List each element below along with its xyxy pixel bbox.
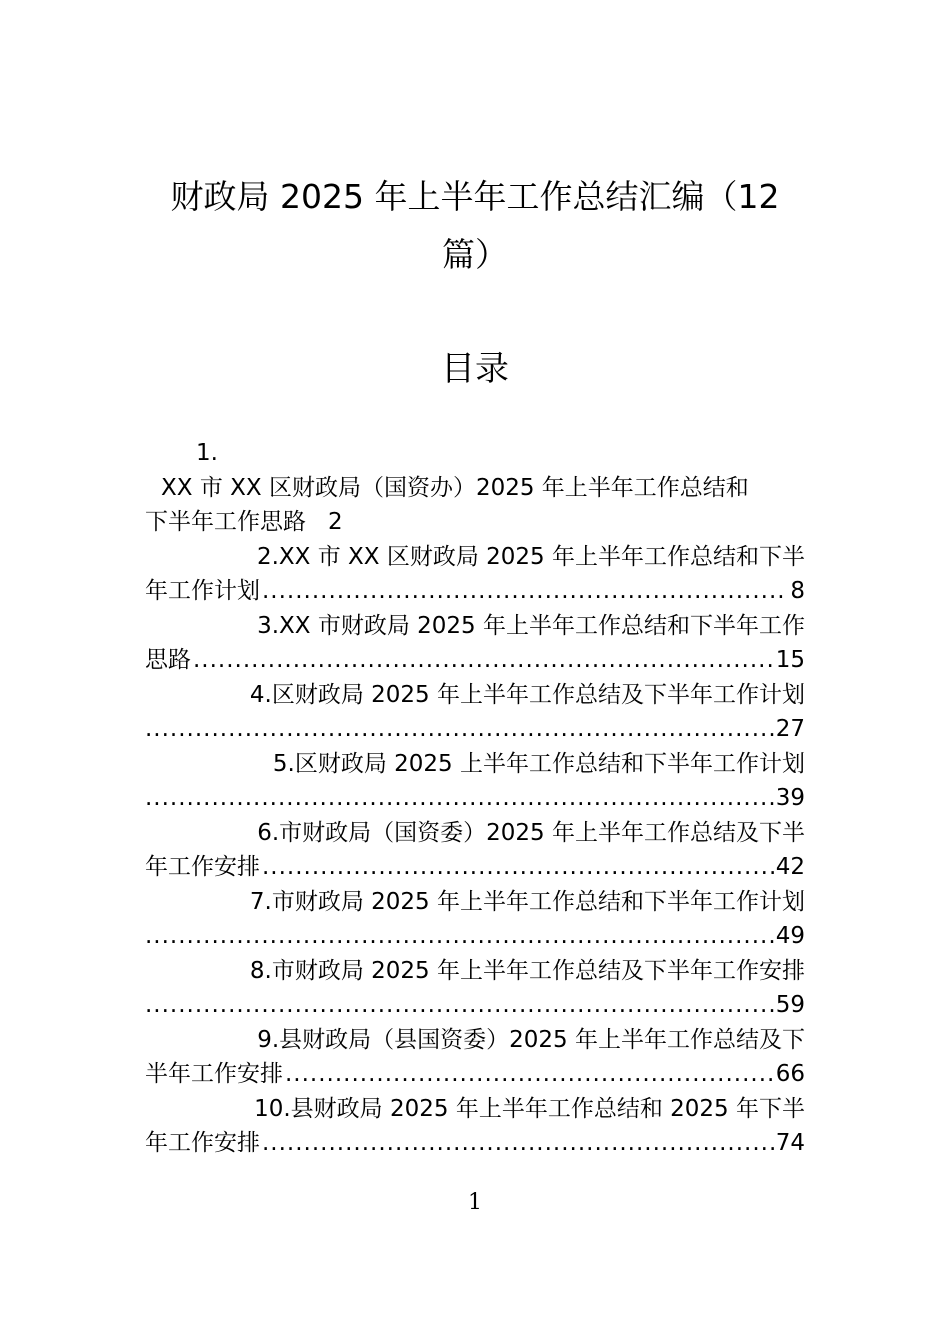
toc-entry[interactable] xyxy=(145,436,805,540)
toc-entry-title-line1: 7.市财政局 2025 年上半年工作总结和下半年工作计划 xyxy=(249,888,805,915)
toc-entry-page: 15 xyxy=(775,647,805,673)
toc-entry-leader xyxy=(262,1126,774,1161)
toc-heading: 目录 xyxy=(441,349,509,389)
toc-entry-title-line1: 4.区财政局 2025 年上半年工作总结及下半年工作计划 xyxy=(249,681,805,708)
toc-entry-leader xyxy=(285,1057,774,1092)
toc-entry-title-line2: 年工作安排 xyxy=(145,854,260,880)
document-title xyxy=(145,168,805,284)
document-title-line2: 篇） xyxy=(442,235,508,274)
toc-entry-page: 74 xyxy=(775,1130,805,1156)
toc-entry-page: 2 xyxy=(328,509,343,535)
toc-entry-title-line1: 3.XX 市财政局 2025 年上半年工作总结和下半年工作 xyxy=(257,612,805,639)
toc-entry-page: 49 xyxy=(775,923,805,949)
toc-entry[interactable] xyxy=(145,954,805,1023)
toc-entry-title-line1: 5.区财政局 2025 上半年工作总结和下半年工作计划 xyxy=(272,750,805,777)
toc-entry-page: 42 xyxy=(775,854,805,880)
toc-entry-title-line1: 8.市财政局 2025 年上半年工作总结及下半年工作安排 xyxy=(249,957,805,984)
toc-entry-title-line2: 半年工作安排 xyxy=(145,1061,283,1087)
page-number: 1 xyxy=(468,1190,482,1215)
toc-entry-title-line2: 年工作计划 xyxy=(145,578,260,604)
table-of-contents xyxy=(145,436,805,1161)
toc-entry[interactable] xyxy=(145,1023,805,1092)
toc-entry-title-line2: 思路 xyxy=(145,647,191,673)
toc-entry[interactable] xyxy=(145,609,805,678)
toc-entry-leader xyxy=(145,781,774,816)
toc-entry[interactable] xyxy=(145,816,805,885)
toc-entry-page: 8 xyxy=(790,578,805,604)
toc-entry-title-line1: 9.县财政局（县国资委）2025 年上半年工作总结及下 xyxy=(257,1026,805,1053)
toc-entry-title-line1: 6.市财政局（国资委）2025 年上半年工作总结及下半 xyxy=(257,819,805,846)
toc-entry-page: 27 xyxy=(775,716,805,742)
toc-entry-page: 39 xyxy=(775,785,805,811)
toc-entry-leader xyxy=(145,988,774,1023)
toc-entry-title-line1: 2.XX 市 XX 区财政局 2025 年上半年工作总结和下半 xyxy=(256,543,805,570)
toc-entry-leader xyxy=(145,712,774,747)
toc-entry[interactable] xyxy=(145,540,805,609)
toc-entry-title-line1: XX 市 XX 区财政局（国资办）2025 年上半年工作总结和 xyxy=(161,474,749,501)
toc-entry[interactable] xyxy=(145,885,805,954)
document-title-line1: 财政局 2025 年上半年工作总结汇编（12 xyxy=(170,177,780,216)
toc-entry-page: 66 xyxy=(775,1061,805,1087)
toc-entry-leader xyxy=(262,574,788,609)
toc-entry-leader xyxy=(145,919,774,954)
toc-entry[interactable] xyxy=(145,1092,805,1161)
toc-entry[interactable] xyxy=(145,678,805,747)
toc-entry-number: 1. xyxy=(196,440,218,466)
toc-entry[interactable] xyxy=(145,747,805,816)
toc-entry-leader xyxy=(262,850,774,885)
toc-entry-leader xyxy=(193,643,774,678)
toc-entry-page: 59 xyxy=(775,992,805,1018)
toc-entry-title-line2: 年工作安排 xyxy=(145,1130,260,1156)
toc-entry-title-line2: 下半年工作思路 xyxy=(145,509,306,535)
toc-entry-title-line1: 10.县财政局 2025 年上半年工作总结和 2025 年下半 xyxy=(254,1095,805,1122)
